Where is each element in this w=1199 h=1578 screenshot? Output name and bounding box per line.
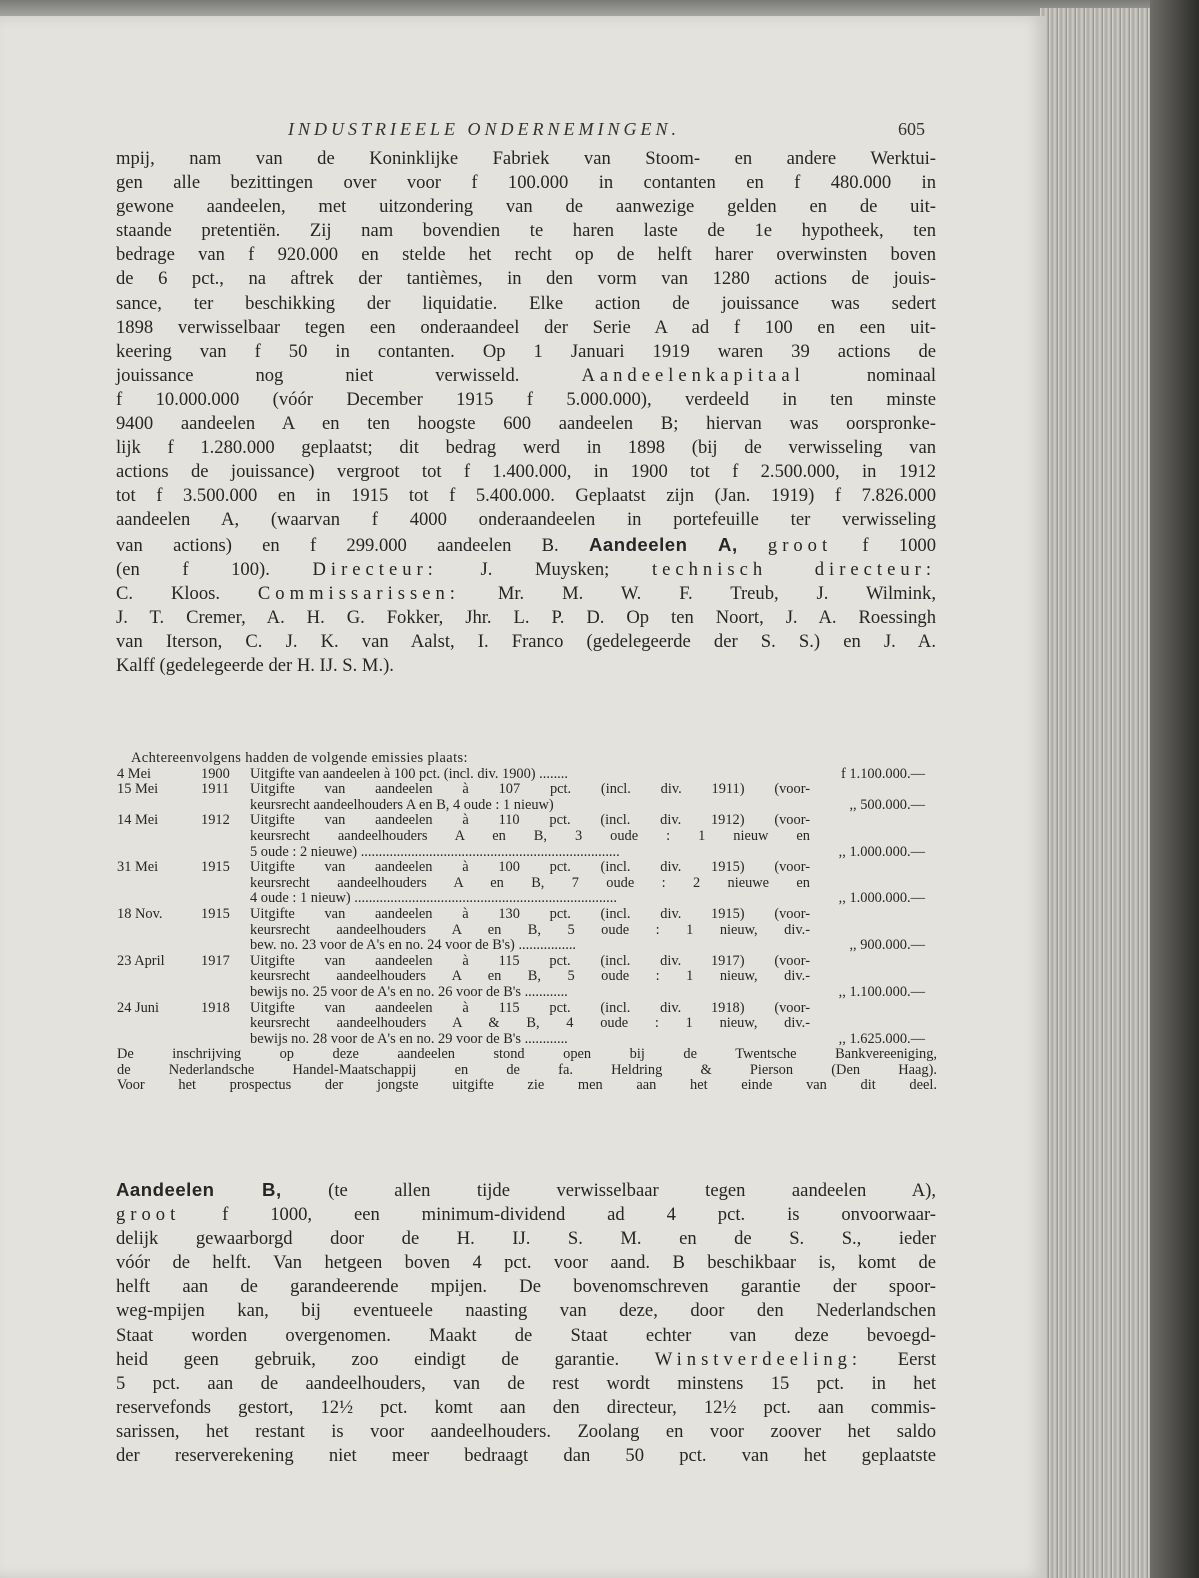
emissions-intro: Achtereenvolgens hadden de volgende emissies plaats: — [131, 750, 468, 766]
emission-day: 14 Mei — [117, 812, 159, 829]
emission-year: 1911 — [201, 781, 230, 798]
label-groot: groot — [116, 1204, 181, 1226]
text-run: (en f 100). — [116, 558, 270, 580]
emission-date — [117, 859, 230, 876]
text-run: f 1000, een minimum-dividend ad 4 pct. is onvoorwaar- — [222, 1204, 936, 1226]
emission-day: 23 April — [117, 952, 165, 969]
emission-amount: ,, 900.000.— — [849, 937, 925, 954]
emission-line: Uitgifte van aandeelen à 100 pct. (incl. div. 1900) ........ — [250, 765, 568, 782]
text-line: Kalff (gedelegeerde der H. IJ. S. M.). — [116, 654, 394, 676]
emission-date — [117, 812, 230, 829]
emission-line: keursrecht aandeelhouders A en B, 7 oude : 2 nieuwe en — [250, 874, 810, 891]
emission-line: keursrecht aandeelhouders A & B, 4 oude : 1 nieuw, div.- — [250, 1015, 810, 1032]
emission-day: 31 Mei — [117, 859, 159, 876]
emissions-table — [117, 751, 937, 1094]
text-line: de 6 pct., na aftrek der tantièmes, in den vorm van 1280 actions de jouis- — [116, 268, 936, 290]
text-line: vóór de helft. Van hetgeen boven 4 pct. voor aand. B beschikbaar is, komt de — [116, 1252, 936, 1274]
emission-line: bew. no. 23 voor de A's en no. 24 voor de B's) ................ — [250, 938, 577, 954]
text-line — [116, 1348, 936, 1372]
text-line: J. T. Cremer, A. H. G. Fokker, Jhr. L. P. D. Op ten Noort, J. A. Roessingh — [116, 606, 936, 628]
emission-description — [250, 954, 810, 1001]
emission-date — [117, 952, 230, 970]
label-winstverdeeling: Winstverdeeling: — [654, 1348, 863, 1370]
text-line: reservefonds gestort, 12½ pct. komt aan den directeur, 12½ pct. aan commis- — [116, 1396, 936, 1418]
emission-year: 1900 — [201, 765, 230, 782]
emission-description — [250, 782, 810, 813]
emission-row — [117, 907, 937, 954]
book-spine-shadow — [1150, 0, 1199, 1578]
label-commissarissen: Commissarissen: — [257, 582, 460, 604]
emission-date — [117, 765, 230, 783]
emission-line: Uitgifte van aandeelen à 100 pct. (incl. div. 1915) (voor- — [250, 859, 810, 876]
text-line: delijk gewaarborgd door de H. IJ. S. M. en de S. S., ieder — [116, 1228, 936, 1250]
running-head: INDUSTRIEELE ONDERNEMINGEN. — [288, 119, 680, 139]
text-line — [116, 364, 936, 388]
text-line: sarissen, het restant is voor aandeelhouders. Zoolang en voor zoover het saldo — [116, 1420, 936, 1442]
text-line: gewone aandeelen, met uitzondering van de aanwezige gelden en de uit- — [116, 196, 936, 218]
text-line — [116, 558, 936, 582]
emission-line: bewijs no. 25 voor de A's en no. 26 voor de B's ............ — [250, 984, 568, 1000]
emission-amount: ,, 1.625.000.— — [838, 1030, 925, 1047]
emission-description — [250, 813, 810, 860]
emission-row — [117, 767, 937, 783]
emission-line: 5 oude : 2 nieuwe) ........................................................................ — [250, 844, 620, 860]
text-line: van Iterson, C. J. K. van Aalst, I. Franco (gedelegeerde der S. S.) en J. A. — [116, 630, 936, 652]
label-technisch-directeur: technisch directeur: — [651, 558, 936, 580]
emission-line: keursrecht aandeelhouders A en B, 4 oude : 1 nieuw) — [250, 796, 554, 813]
note-line: De inschrijving op deze aandeelen stond open bij de Twentsche Bankvereeniging, — [117, 1046, 937, 1063]
text-line: 1898 verwisselbaar tegen een onderaandeel der Serie A ad f 100 en een uit- — [116, 316, 936, 338]
emission-year: 1915 — [201, 859, 230, 876]
emission-date — [117, 905, 230, 923]
note-line: de Nederlandsche Handel-Maatschappij en de fa. Heldring & Pierson (Den Haag). — [117, 1061, 937, 1078]
text-line: 5 pct. aan de aandeelhouders, van de rest wordt minstens 15 pct. in het — [116, 1372, 936, 1394]
text-run: Mr. M. W. F. Treub, J. Wilmink, — [497, 582, 936, 604]
label-directeur: Directeur: — [312, 558, 438, 580]
emission-line: 4 oude : 1 nieuw) ......................................................................... — [250, 891, 617, 907]
heading-aandeelen-b: Aandeelen B, — [116, 1179, 282, 1200]
emission-amount: ,, 1.000.000.— — [838, 890, 925, 907]
text-line: tot f 3.500.000 en in 1915 tot f 5.400.000. Geplaatst zijn (Jan. 1919) f 7.826.000 — [116, 485, 936, 507]
text-line — [116, 582, 936, 606]
emission-line: keursrecht aandeelhouders A en B, 3 oude : 1 nieuw en — [250, 827, 810, 844]
emission-day: 18 Nov. — [117, 905, 163, 922]
emission-line: Uitgifte van aandeelen à 115 pct. (incl. div. 1917) (voor- — [250, 952, 810, 969]
text-line: bedrage van f 920.000 en stelde het recht op de helft harer overwinsten boven — [116, 244, 936, 266]
text-line: lijk f 1.280.000 geplaatst; dit bedrag werd in 1898 (bij de verwisseling van — [116, 437, 936, 459]
text-line: f 10.000.000 (vóór December 1915 f 5.000.000), verdeeld in ten minste — [116, 388, 936, 410]
text-line: actions de jouissance) vergroot tot f 1.400.000, in 1900 tot f 2.500.000, in 1912 — [116, 461, 936, 483]
section-label-aandeelenkapitaal: Aandeelenkapitaal — [581, 364, 805, 386]
paragraph-1 — [116, 147, 936, 678]
text-line: der reserverekening niet meer bedraagt dan 50 pct. van het geplaatste — [116, 1445, 936, 1467]
text-line: mpij, nam van de Koninklijke Fabriek van Stoom- en andere Werktui- — [116, 148, 936, 169]
emission-day: 15 Mei — [117, 781, 159, 798]
emission-description — [250, 860, 810, 907]
text-line: aandeelen A, (waarvan f 4000 onderaandeelen in portefeuille ter verwisseling — [116, 509, 936, 531]
emission-amount: ,, 1.000.000.— — [838, 843, 925, 860]
emission-row — [117, 1001, 937, 1048]
emission-day: 4 Mei — [117, 765, 151, 782]
emission-row — [117, 860, 937, 907]
emission-day: 24 Juni — [117, 999, 159, 1016]
text-line: Staat worden overgenomen. Maakt de Staat echter van deze bevoegd- — [116, 1324, 936, 1346]
emission-line: Uitgifte van aandeelen à 130 pct. (incl. div. 1915) (voor- — [250, 905, 810, 922]
emission-line: Uitgifte van aandeelen à 115 pct. (incl. div. 1918) (voor- — [250, 999, 810, 1016]
page-number: 605 — [898, 119, 925, 139]
paragraph-2 — [116, 1178, 936, 1468]
emission-line: Uitgifte van aandeelen à 107 pct. (incl. div. 1911) (voor- — [250, 781, 810, 798]
emission-row — [117, 954, 937, 1001]
text-line: staande pretentiën. Zij nam bovendien te haren laste de 1e hypotheek, ten — [116, 220, 936, 242]
emission-row — [117, 782, 937, 813]
text-line: 9400 aandeelen A en ten hoogste 600 aandeelen B; hiervan was oorspronke- — [116, 413, 936, 435]
emission-date — [117, 999, 230, 1017]
text-line: keering van f 50 in contanten. Op 1 Januari 1919 waren 39 actions de — [116, 340, 936, 362]
text-line: sance, ter beschikking der liquidatie. Elke action de jouissance was sedert — [116, 292, 936, 314]
text-run: C. Kloos. — [116, 582, 221, 604]
emission-amount: ,, 1.100.000.— — [838, 983, 925, 1000]
emission-amount: ,, 500.000.— — [849, 796, 925, 813]
note-line: Voor het prospectus der jongste uitgifte zie men aan het einde van dit deel. — [117, 1077, 937, 1094]
label-groot: groot — [767, 534, 833, 556]
text-run: Eerst — [897, 1348, 936, 1370]
text-run: van actions) en f 299.000 aandeelen B. — [116, 534, 559, 556]
emission-description — [250, 767, 810, 783]
emission-description — [250, 1001, 810, 1048]
text-run: heid geen gebruik, zoo eindigt de garantie. — [116, 1348, 620, 1370]
emission-year: 1918 — [201, 999, 230, 1016]
emission-date — [117, 781, 230, 798]
text-run: jouissance nog niet verwisseld. — [116, 364, 520, 386]
emission-line: keursrecht aandeelhouders A en B, 5 oude : 1 nieuw, div.- — [250, 921, 810, 938]
emission-year: 1917 — [201, 952, 230, 969]
emission-line: bewijs no. 28 voor de A's en no. 29 voor de B's ............ — [250, 1031, 568, 1047]
emission-year: 1912 — [201, 812, 230, 829]
emission-line: Uitgifte van aandeelen à 110 pct. (incl. div. 1912) (voor- — [250, 812, 810, 829]
text-line: helft aan de garandeerende mpijen. De bovenomschreven garantie der spoor- — [116, 1276, 936, 1298]
text-line — [116, 1178, 936, 1203]
text-line: weg-mpijen kan, bij eventueele naasting van deze, door den Nederlandschen — [116, 1300, 936, 1322]
text-line — [116, 533, 936, 558]
emission-row — [117, 813, 937, 860]
text-run: nominaal — [866, 364, 937, 386]
emission-line: keursrecht aandeelhouders A en B, 5 oude : 1 nieuw, div.- — [250, 968, 810, 985]
emission-year: 1915 — [201, 905, 230, 922]
text-run: (te allen tijde verwisselbaar tegen aandeelen A), — [328, 1180, 936, 1201]
emission-description — [250, 907, 810, 954]
emission-amount: f 1.100.000.— — [841, 765, 925, 782]
book-page — [0, 16, 1045, 1578]
text-line — [116, 1203, 936, 1227]
text-run: f 1000 — [862, 534, 937, 556]
text-run: J. Muysken; — [480, 558, 610, 580]
text-line: gen alle bezittingen over voor f 100.000 in contanten en f 480.000 in — [116, 172, 936, 194]
heading-aandeelen-a: Aandeelen A, — [588, 533, 738, 555]
subscription-note — [117, 1047, 937, 1094]
